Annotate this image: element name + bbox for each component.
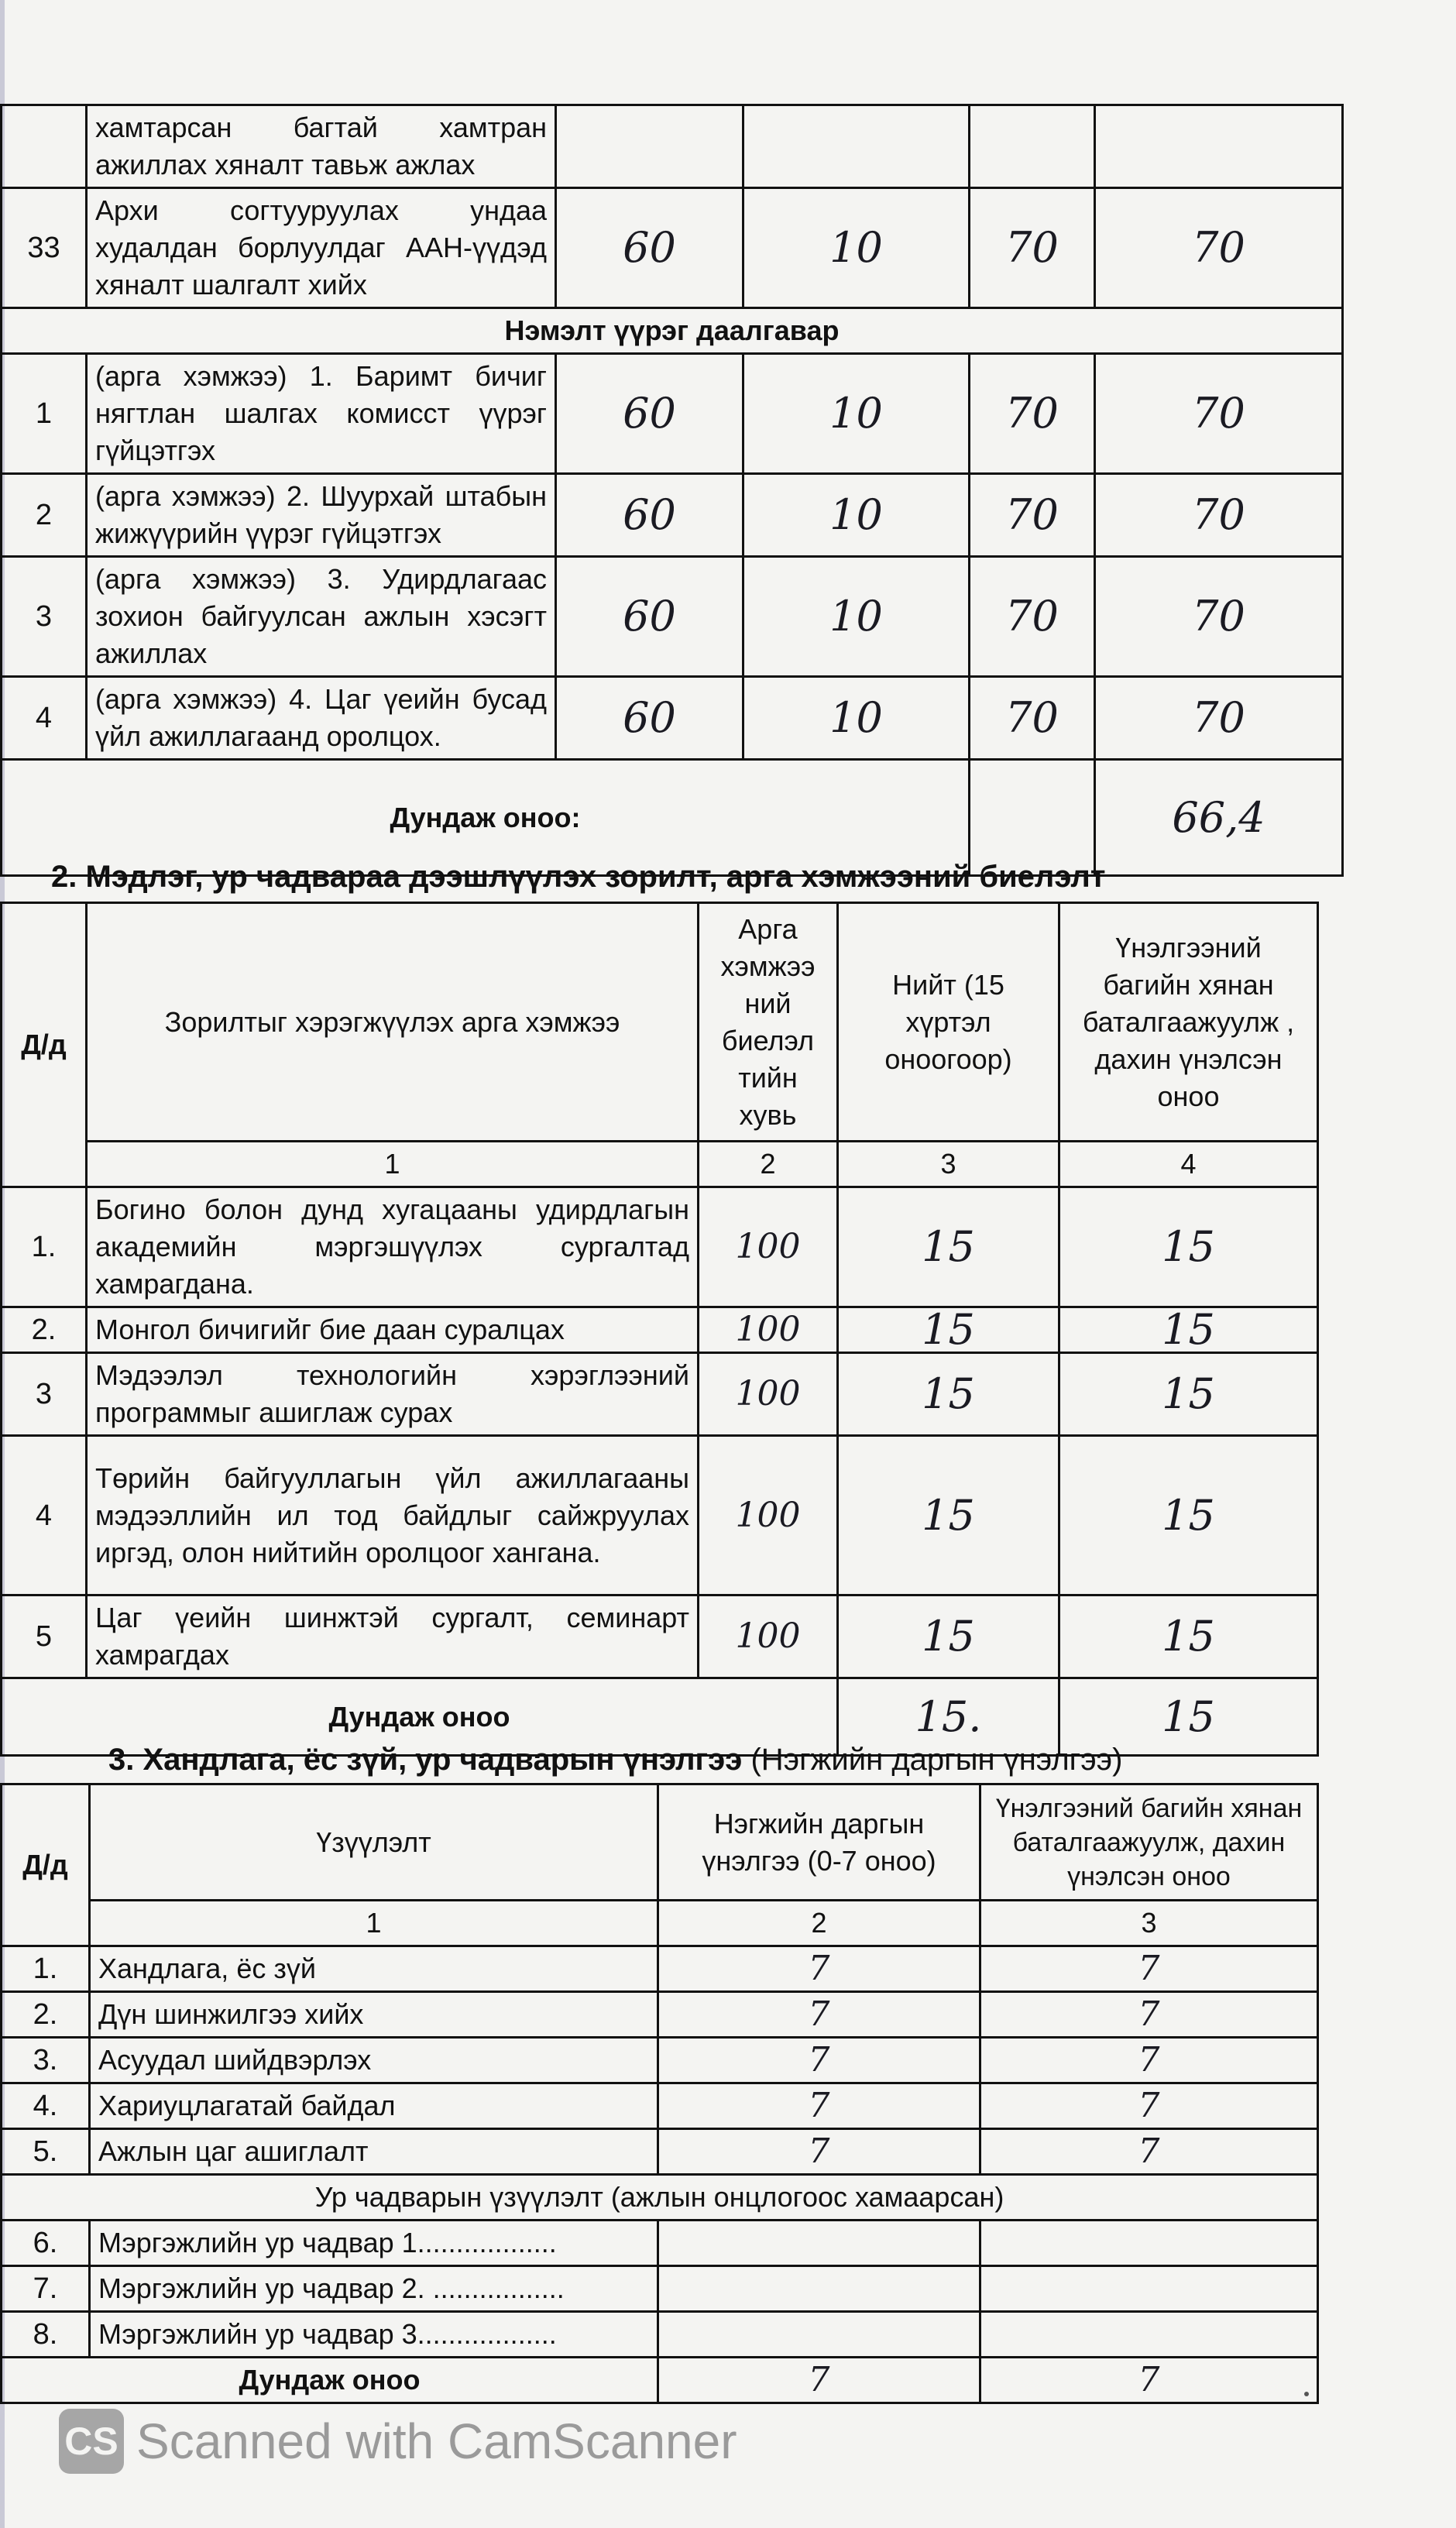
row-measure: Мэдээлэл технологийн хэрэглээний программыг ашиглаж сурах — [87, 1353, 699, 1436]
header-row — [2, 903, 1318, 1142]
col-number: 1 — [90, 1901, 658, 1946]
cell-total: 15 — [838, 1353, 1059, 1436]
row-number — [2, 105, 87, 188]
cell-value: 10 — [743, 557, 970, 677]
col-header-percent: Арга хэмжээ ний биелэл тийн хувь — [699, 903, 838, 1142]
cell-value — [1095, 105, 1343, 188]
row-measure: хамтарсан багтай хамтран ажиллах хяналт тавьж ажлах — [87, 105, 556, 188]
cell-value: 10 — [743, 474, 970, 557]
cell-team: 15 — [1059, 1187, 1318, 1307]
cell-team — [980, 2266, 1318, 2312]
row-measure: Архи согтууруулах ундаа худалдан борлуулдаг ААН-үүдэд хяналт шалгалт хийх — [87, 188, 556, 308]
table-row — [2, 1307, 1318, 1353]
additional-tasks-header: Нэмэлт үүрэг даалгавар — [2, 308, 1343, 354]
column-number-row — [2, 1901, 1318, 1946]
row-indicator: Мэргэжлийн ур чадвар 2. ................. — [90, 2266, 658, 2312]
cell-head: 7 — [658, 1992, 980, 2038]
knowledge-table — [0, 902, 1319, 1757]
cell-head: 7 — [658, 1946, 980, 1992]
table-row — [2, 105, 1343, 188]
section3-title-bold: 3. Хандлага, ёс зүй, ур чадварын үнэлгээ — [108, 1743, 743, 1777]
row-number: 2. — [2, 1307, 87, 1353]
cell-total: 15 — [838, 1595, 1059, 1678]
row-measure: (арга хэмжээ) 2. Шуурхай штабын жижүүрийн үүрэг гүйцэтгэх — [87, 474, 556, 557]
table-row — [2, 1946, 1318, 1992]
cell-value: 60 — [556, 474, 743, 557]
table-row — [2, 1595, 1318, 1678]
cell-head: 7 — [658, 2038, 980, 2083]
cell-team: 15 — [1059, 1436, 1318, 1595]
col-header-measure: Зорилтыг хэрэгжүүлэх арга хэмжээ — [87, 903, 699, 1142]
col-header-indicator: Үзүүлэлт — [90, 1784, 658, 1901]
cell-head: 7 — [658, 2129, 980, 2175]
cell-empty — [970, 760, 1095, 876]
cell-percent: 100 — [699, 1436, 838, 1595]
header-row — [2, 1784, 1318, 1901]
cell-value: 10 — [743, 677, 970, 760]
table-row — [2, 1992, 1318, 2038]
cell-value: 10 — [743, 354, 970, 474]
cell-total: 15 — [838, 1307, 1059, 1353]
cell-team: 7 — [980, 2038, 1318, 2083]
col-number: 2 — [699, 1142, 838, 1187]
camscanner-logo: CS — [59, 2409, 124, 2474]
row-number: 6. — [2, 2221, 90, 2266]
table-row — [2, 354, 1343, 474]
section3-title-note: (Нэгжийн даргын үнэлгээ) — [750, 1743, 1123, 1777]
row-measure: Монгол бичигийг бие даан суралцах — [87, 1307, 699, 1353]
table-row — [2, 1436, 1318, 1595]
cell-value: 60 — [556, 557, 743, 677]
cell-team — [980, 2312, 1318, 2358]
cell-value: 60 — [556, 354, 743, 474]
col-header-total: Нийт (15 хүртэл оноогоор) — [838, 903, 1059, 1142]
average-label: Дундаж оноо — [2, 2358, 658, 2403]
table-row — [2, 677, 1343, 760]
row-measure: Цаг үеийн шинжтэй сургалт, семинарт хамрагдах — [87, 1595, 699, 1678]
table-row — [2, 2312, 1318, 2358]
col-number: 4 — [1059, 1142, 1318, 1187]
average-value: 66,4 — [1095, 760, 1343, 876]
cell-total: 15 — [838, 1187, 1059, 1307]
row-number: 4. — [2, 2083, 90, 2129]
col-header-head: Нэгжийн даргын үнэлгээ (0-7 оноо) — [658, 1784, 980, 1901]
cell-total: 15 — [838, 1436, 1059, 1595]
camscanner-watermark — [59, 2409, 737, 2474]
col-header-team: Үнэлгээний багийн хянан баталгаажуулж , дахин үнэлсэн оноо — [1059, 903, 1318, 1142]
cell-team: 7 — [980, 2129, 1318, 2175]
row-indicator: Хариуцлагатай байдал — [90, 2083, 658, 2129]
cell-value: 70 — [1095, 557, 1343, 677]
column-number-row — [2, 1142, 1318, 1187]
row-number: 1. — [2, 1187, 87, 1307]
cell-head — [658, 2312, 980, 2358]
row-number: 33 — [2, 188, 87, 308]
cell-percent: 100 — [699, 1353, 838, 1436]
cell-value: 60 — [556, 677, 743, 760]
table-row — [2, 2221, 1318, 2266]
cell-team: 15 — [1059, 1595, 1318, 1678]
col-header-num: Д/д — [2, 1784, 90, 1946]
cell-value: 70 — [1095, 677, 1343, 760]
row-number: 7. — [2, 2266, 90, 2312]
average-label: Дундаж оноо: — [2, 760, 970, 876]
scan-speck — [1304, 2392, 1309, 2396]
row-number: 1 — [2, 354, 87, 474]
row-number: 2. — [2, 1992, 90, 2038]
row-indicator: Мэргэжлийн ур чадвар 3.................. — [90, 2312, 658, 2358]
row-number: 5 — [2, 1595, 87, 1678]
cell-team: 15 — [1059, 1353, 1318, 1436]
cell-team — [980, 2221, 1318, 2266]
row-measure: (арга хэмжээ) 1. Баримт бичиг нягтлан шалгах комисст үүрэг гүйцэтгэх — [87, 354, 556, 474]
section3-title — [108, 1743, 1122, 1778]
cell-value — [743, 105, 970, 188]
average-label: Дундаж оноо — [2, 1678, 838, 1756]
average-row — [2, 2358, 1318, 2403]
cell-team: 15 — [1059, 1307, 1318, 1353]
col-number: 3 — [838, 1142, 1059, 1187]
row-number: 3 — [2, 557, 87, 677]
cell-value: 70 — [1095, 188, 1343, 308]
row-measure: (арга хэмжээ) 3. Удирдлагаас зохион байгуулсан ажлын хэсэгт ажиллах — [87, 557, 556, 677]
col-number: 2 — [658, 1901, 980, 1946]
row-number: 4 — [2, 677, 87, 760]
row-indicator: Дүн шинжилгээ хийх — [90, 1992, 658, 2038]
row-number: 8. — [2, 2312, 90, 2358]
table-row — [2, 188, 1343, 308]
cell-value: 70 — [970, 188, 1095, 308]
col-number: 1 — [87, 1142, 699, 1187]
table-row — [2, 2083, 1318, 2129]
col-number: 3 — [980, 1901, 1318, 1946]
cell-percent: 100 — [699, 1307, 838, 1353]
row-measure: Богино болон дунд хугацааны удирдлагын академийн мэргэшүүлэх сургалтад хамрагдана. — [87, 1187, 699, 1307]
average-row — [2, 760, 1343, 876]
cell-value: 70 — [1095, 474, 1343, 557]
average-total: 15. — [838, 1678, 1059, 1756]
table-row — [2, 557, 1343, 677]
table-row — [2, 474, 1343, 557]
cell-value — [556, 105, 743, 188]
subheader-row — [2, 2175, 1318, 2221]
table-row — [2, 2129, 1318, 2175]
cell-head — [658, 2221, 980, 2266]
cell-value: 70 — [970, 354, 1095, 474]
row-indicator: Хандлага, ёс зүй — [90, 1946, 658, 1992]
subheader-row — [2, 308, 1343, 354]
attitude-table — [0, 1783, 1319, 2404]
section2-title: 2. Мэдлэг, ур чадвараа дээшлүүлэх зорилт, арга хэмжээний биелэлт — [51, 860, 1106, 894]
row-number: 4 — [2, 1436, 87, 1595]
cell-value — [970, 105, 1095, 188]
cell-team: 7 — [980, 2083, 1318, 2129]
row-number: 3. — [2, 2038, 90, 2083]
cell-value: 60 — [556, 188, 743, 308]
cell-head — [658, 2266, 980, 2312]
table-row — [2, 2266, 1318, 2312]
cell-percent: 100 — [699, 1187, 838, 1307]
row-number: 2 — [2, 474, 87, 557]
row-indicator: Мэргэжлийн ур чадвар 1.................. — [90, 2221, 658, 2266]
cell-value: 70 — [970, 557, 1095, 677]
row-indicator: Асуудал шийдвэрлэх — [90, 2038, 658, 2083]
cell-team: 7 — [980, 1992, 1318, 2038]
average-team: 15 — [1059, 1678, 1318, 1756]
row-number: 1. — [2, 1946, 90, 1992]
table-row — [2, 1187, 1318, 1307]
skills-subheader: Ур чадварын үзүүлэлт (ажлын онцлогоос хамаарсан) — [2, 2175, 1318, 2221]
performance-table — [0, 104, 1344, 877]
row-indicator: Ажлын цаг ашиглалт — [90, 2129, 658, 2175]
camscanner-text: Scanned with CamScanner — [136, 2413, 737, 2469]
col-header-team: Үнэлгээний багийн хянан баталгаажуулж, дахин үнэлсэн оноо — [980, 1784, 1318, 1901]
row-measure: (арга хэмжээ) 4. Цаг үеийн бусад үйл ажиллагаанд оролцох. — [87, 677, 556, 760]
average-team: 7 — [980, 2358, 1318, 2403]
cell-value: 70 — [970, 474, 1095, 557]
cell-team: 7 — [980, 1946, 1318, 1992]
table-row — [2, 2038, 1318, 2083]
cell-percent: 100 — [699, 1595, 838, 1678]
cell-head: 7 — [658, 2083, 980, 2129]
row-number: 5. — [2, 2129, 90, 2175]
average-head: 7 — [658, 2358, 980, 2403]
row-measure: Төрийн байгууллагын үйл ажиллагааны мэдээллийн ил тод байдлыг сайжруулах иргэд, олон нийтийн оролцоог хангана. — [87, 1436, 699, 1595]
row-number: 3 — [2, 1353, 87, 1436]
cell-value: 10 — [743, 188, 970, 308]
cell-value: 70 — [1095, 354, 1343, 474]
col-header-num: Д/д — [2, 903, 87, 1187]
table-row — [2, 1353, 1318, 1436]
cell-value: 70 — [970, 677, 1095, 760]
